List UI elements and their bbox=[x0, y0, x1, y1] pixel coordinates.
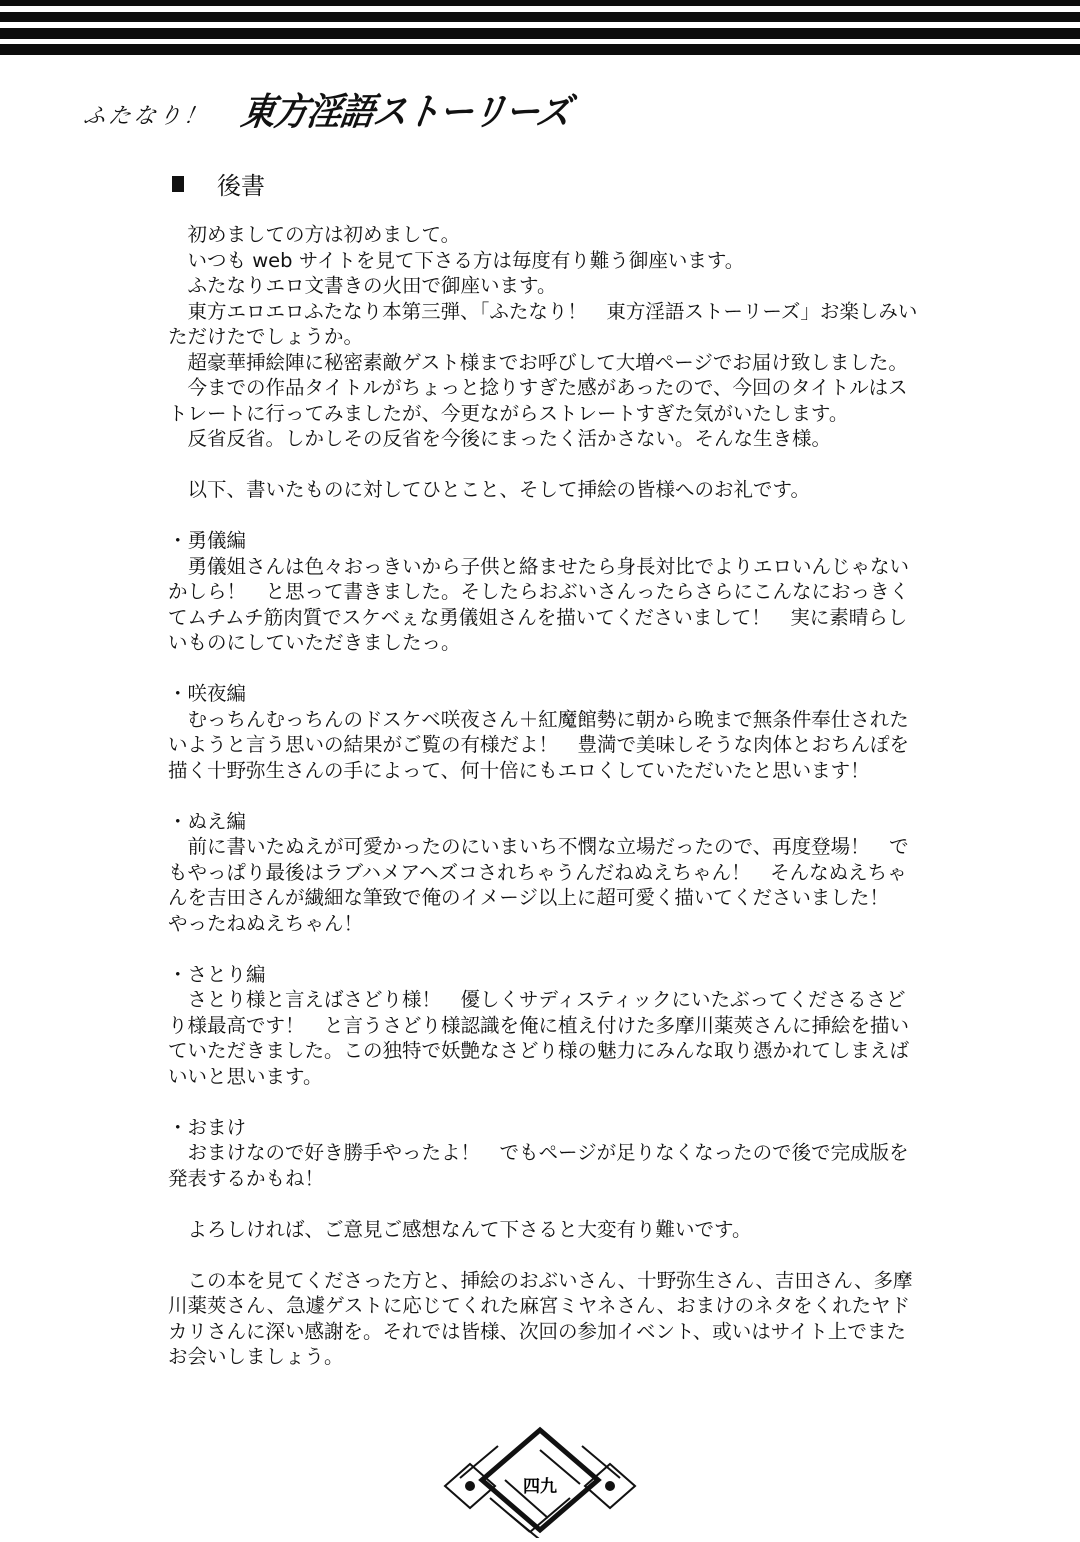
diamond-ornament-icon bbox=[430, 1420, 650, 1538]
text-line: もやっぱり最後はラブハメアヘズコされちゃうんだねぬえちゃん！ そんなぬえちゃ bbox=[168, 860, 907, 884]
text-line: り様最高です！ と言うさどり様認識を俺に植え付けた多摩川薬莢さんに挿絵を描い bbox=[168, 1013, 910, 1037]
section-heading bbox=[172, 166, 265, 201]
text-line: むっちんむっちんのドスケベ咲夜さん＋紅魔館勢に朝から晩まで無条件奉仕された bbox=[168, 707, 909, 731]
blank-line bbox=[168, 783, 928, 809]
text-line: 発表するかもね！ bbox=[168, 1166, 325, 1190]
afterword-body bbox=[168, 222, 928, 1370]
blank-line bbox=[168, 1191, 928, 1217]
text-line: よろしければ、ご意見ご感想なんて下さると大変有り難いです。 bbox=[168, 1217, 752, 1241]
text-line: 描く十野弥生さんの手によって、何十倍にもエロくしていただいたと思います！ bbox=[168, 758, 870, 782]
text-line: いいと思います。 bbox=[168, 1064, 323, 1088]
text-line: かしら！ と思って書きました。そしたらおぶいさんったらさらにこんなにおっきく bbox=[168, 580, 910, 603]
text-line: 前に書いたぬえが可愛かったのにいまいち不憫な立場だったので、再度登場！ で bbox=[168, 835, 909, 858]
book-title bbox=[81, 84, 573, 135]
text-line: てムチムチ筋肉質でスケベぇな勇儀姐さんを描いてくださいまして！ 実に素晴らし bbox=[168, 605, 908, 629]
text-line: ただけたでしょうか。 bbox=[168, 325, 364, 348]
text-line: 初めましての方は初めまして。 bbox=[168, 223, 461, 246]
square-bullet-icon bbox=[172, 176, 184, 192]
book-subtitle: ふたなり！ bbox=[81, 104, 211, 129]
text-line: さとり様と言えばさどり様！ 優しくサディスティックにいたぶってくださるさど bbox=[168, 988, 906, 1011]
text-line: やったねぬえちゃん！ bbox=[168, 911, 364, 935]
blank-line bbox=[168, 656, 928, 682]
blank-line bbox=[168, 1242, 928, 1268]
text-line: 反省反省。しかしその反省を今後にまったく活かさない。そんな生き様。 bbox=[168, 427, 832, 450]
text-line: トレートに行ってみましたが、今更ながらストレートすぎた気がいたします。 bbox=[168, 401, 849, 425]
text-line: 超豪華挿絵陣に秘密素敵ゲスト様までお呼びして大増ページでお届け致しました。 bbox=[168, 350, 908, 374]
section-label: ・咲夜編 bbox=[168, 682, 247, 705]
section-heading-text: 後書 bbox=[217, 172, 265, 200]
header-stripe bbox=[0, 0, 1080, 6]
blank-line bbox=[168, 452, 928, 478]
text-line: いようと言う思いの結果がご覧の有様だよ！ 豊満で美味しそうな肉体とおちんぽを bbox=[168, 733, 910, 756]
blank-line bbox=[168, 936, 928, 962]
section-label: ・おまけ bbox=[168, 1115, 247, 1139]
text-line: 勇儀姐さんは色々おっきいから子供と絡ませたら身長対比でよりエロいんじゃない bbox=[168, 554, 910, 578]
text-line: ていただきました。この独特で妖艶なさどり様の魅力にみんな取り憑かれてしまえば bbox=[168, 1039, 910, 1062]
text-line: 以下、書いたものに対してひとこと、そして挿絵の皆様へのお礼です。 bbox=[168, 478, 810, 501]
page-number-ornament bbox=[430, 1420, 650, 1542]
text-line: 川薬莢さん、急遽ゲストに応じてくれた麻宮ミヤネさん、おまけのネタをくれたヤド bbox=[168, 1294, 911, 1317]
section-label: ・さとり編 bbox=[168, 962, 266, 986]
text-line: 今までの作品タイトルがちょっと捻りすぎた感があったので、今回のタイトルはス bbox=[168, 376, 908, 399]
header-stripe bbox=[0, 12, 1080, 22]
page-number: 四九 bbox=[523, 1477, 557, 1497]
text-line: カリさんに深い感謝を。それでは皆様、次回の参加イベント、或いはサイト上でまた bbox=[168, 1319, 906, 1343]
text-line: おまけなので好き勝手やったよ！ でもページが足りなくなったので後で完成版を bbox=[168, 1141, 909, 1164]
section-label: ・ぬえ編 bbox=[168, 809, 247, 833]
text-line: んを吉田さんが繊細な筆致で俺のイメージ以上に超可愛く描いてくださいました！ bbox=[168, 886, 889, 909]
text-line: いつも web サイトを見て下さる方は毎度有り難う御座います。 bbox=[168, 248, 745, 272]
blank-line bbox=[168, 503, 928, 529]
text-line: いものにしていただきましたっ。 bbox=[168, 631, 461, 654]
text-line: お会いしましょう。 bbox=[168, 1345, 344, 1368]
text-line: ふたなりエロ文書きの火田で御座います。 bbox=[168, 274, 557, 297]
blank-line bbox=[168, 1089, 928, 1115]
text-line: 東方エロエロふたなり本第三弾、「ふたなり！ 東方淫語ストーリーズ」お楽しみい bbox=[168, 299, 918, 323]
section-label: ・勇儀編 bbox=[168, 529, 247, 552]
book-main-title: 東方淫語ストーリーズ bbox=[238, 90, 573, 135]
header-stripe bbox=[0, 28, 1080, 39]
text-line: この本を見てくださった方と、挿絵のおぶいさん、十野弥生さん、吉田さん、多摩 bbox=[168, 1268, 913, 1292]
header-stripe bbox=[0, 44, 1080, 55]
